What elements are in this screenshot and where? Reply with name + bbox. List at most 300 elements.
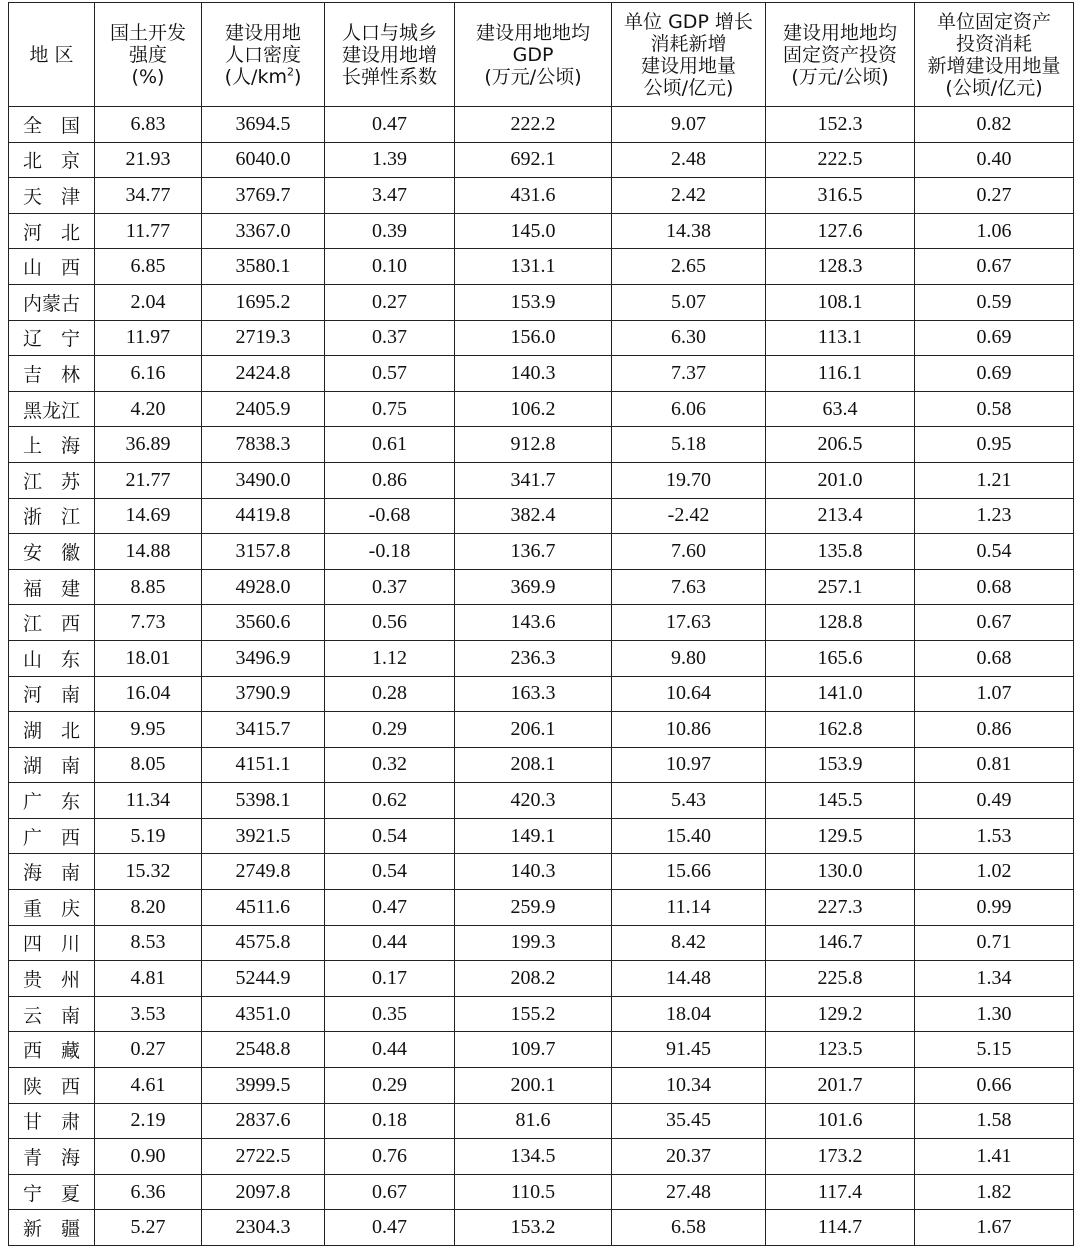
value-cell: 36.89 xyxy=(95,427,202,463)
value-cell: 8.20 xyxy=(95,890,202,926)
value-cell: 222.2 xyxy=(455,107,612,143)
value-cell: 3694.5 xyxy=(202,107,325,143)
value-cell: 0.54 xyxy=(325,818,455,854)
value-cell: 222.5 xyxy=(766,142,915,178)
value-cell: 0.90 xyxy=(95,1139,202,1175)
value-cell: 0.68 xyxy=(915,569,1074,605)
region-cell: 安 徽 xyxy=(9,534,95,570)
value-cell: 127.6 xyxy=(766,213,915,249)
value-cell: 2719.3 xyxy=(202,320,325,356)
value-cell: 0.58 xyxy=(915,391,1074,427)
value-cell: 0.62 xyxy=(325,783,455,819)
value-cell: -0.68 xyxy=(325,498,455,534)
region-cell: 宁 夏 xyxy=(9,1174,95,1210)
value-cell: 225.8 xyxy=(766,961,915,997)
region-cell: 江 西 xyxy=(9,605,95,641)
region-cell: 吉 林 xyxy=(9,356,95,392)
value-cell: 5.15 xyxy=(915,1032,1074,1068)
value-cell: 3.47 xyxy=(325,178,455,214)
value-cell: 5244.9 xyxy=(202,961,325,997)
value-cell: 206.5 xyxy=(766,427,915,463)
value-cell: 6.36 xyxy=(95,1174,202,1210)
table-row xyxy=(9,356,1074,392)
value-cell: 11.14 xyxy=(612,890,766,926)
value-cell: 259.9 xyxy=(455,890,612,926)
value-cell: 692.1 xyxy=(455,142,612,178)
region-cell: 河 南 xyxy=(9,676,95,712)
value-cell: 5.43 xyxy=(612,783,766,819)
value-cell: 341.7 xyxy=(455,462,612,498)
data-table xyxy=(8,2,1074,1246)
value-cell: 0.27 xyxy=(95,1032,202,1068)
column-header-5 xyxy=(612,3,766,107)
table-row xyxy=(9,890,1074,926)
value-cell: 7.63 xyxy=(612,569,766,605)
value-cell: 0.95 xyxy=(915,427,1074,463)
value-cell: 15.40 xyxy=(612,818,766,854)
value-cell: 8.42 xyxy=(612,925,766,961)
region-cell: 西 藏 xyxy=(9,1032,95,1068)
column-header-line: 建设用地地均 xyxy=(782,21,897,44)
value-cell: 156.0 xyxy=(455,320,612,356)
value-cell: 129.2 xyxy=(766,996,915,1032)
value-cell: 4928.0 xyxy=(202,569,325,605)
value-cell: 34.77 xyxy=(95,178,202,214)
value-cell: 14.88 xyxy=(95,534,202,570)
column-header-line: 投资消耗 xyxy=(955,32,1032,55)
column-header-line: 建设用地 xyxy=(224,21,301,44)
column-header-line: 新增建设用地量 xyxy=(927,54,1061,77)
column-header-line: 人口与城乡 xyxy=(341,21,437,44)
value-cell: 130.0 xyxy=(766,854,915,890)
value-cell: 0.68 xyxy=(915,640,1074,676)
value-cell: 1.82 xyxy=(915,1174,1074,1210)
region-cell: 辽 宁 xyxy=(9,320,95,356)
value-cell: 17.63 xyxy=(612,605,766,641)
value-cell: 81.6 xyxy=(455,1103,612,1139)
value-cell: 5.19 xyxy=(95,818,202,854)
value-cell: 201.0 xyxy=(766,462,915,498)
table-row xyxy=(9,676,1074,712)
value-cell: 10.86 xyxy=(612,712,766,748)
value-cell: 0.54 xyxy=(915,534,1074,570)
table-row xyxy=(9,284,1074,320)
value-cell: 2097.8 xyxy=(202,1174,325,1210)
region-cell: 福 建 xyxy=(9,569,95,605)
column-header-0 xyxy=(9,3,95,107)
value-cell: 0.59 xyxy=(915,284,1074,320)
value-cell: 0.37 xyxy=(325,320,455,356)
header-row xyxy=(9,3,1074,107)
column-header-line: 建设用地地均 xyxy=(475,21,590,44)
value-cell: 0.40 xyxy=(915,142,1074,178)
table-row xyxy=(9,320,1074,356)
value-cell: 0.27 xyxy=(325,284,455,320)
value-cell: 7.73 xyxy=(95,605,202,641)
column-header-2 xyxy=(202,3,325,107)
value-cell: 0.44 xyxy=(325,925,455,961)
value-cell: 129.5 xyxy=(766,818,915,854)
value-cell: 4419.8 xyxy=(202,498,325,534)
value-cell: 1.53 xyxy=(915,818,1074,854)
value-cell: 1.39 xyxy=(325,142,455,178)
value-cell: 0.61 xyxy=(325,427,455,463)
table-row xyxy=(9,961,1074,997)
value-cell: 0.99 xyxy=(915,890,1074,926)
region-cell: 青 海 xyxy=(9,1139,95,1175)
region-cell: 内蒙古 xyxy=(9,284,95,320)
region-cell: 湖 北 xyxy=(9,712,95,748)
value-cell: 15.66 xyxy=(612,854,766,890)
value-cell: 145.5 xyxy=(766,783,915,819)
value-cell: 3496.9 xyxy=(202,640,325,676)
value-cell: 6.30 xyxy=(612,320,766,356)
value-cell: 208.2 xyxy=(455,961,612,997)
value-cell: 11.34 xyxy=(95,783,202,819)
region-cell: 陕 西 xyxy=(9,1068,95,1104)
value-cell: 3.53 xyxy=(95,996,202,1032)
value-cell: 5.18 xyxy=(612,427,766,463)
table-header xyxy=(9,3,1074,107)
value-cell: 149.1 xyxy=(455,818,612,854)
value-cell: 131.1 xyxy=(455,249,612,285)
value-cell: 116.1 xyxy=(766,356,915,392)
value-cell: 0.32 xyxy=(325,747,455,783)
value-cell: 2749.8 xyxy=(202,854,325,890)
value-cell: 2548.8 xyxy=(202,1032,325,1068)
column-header-line: GDP xyxy=(512,43,554,66)
value-cell: 128.8 xyxy=(766,605,915,641)
value-cell: 3790.9 xyxy=(202,676,325,712)
value-cell: 1.12 xyxy=(325,640,455,676)
column-header-line: 建设用地量 xyxy=(640,54,736,77)
value-cell: 3367.0 xyxy=(202,213,325,249)
table-row xyxy=(9,640,1074,676)
value-cell: 2722.5 xyxy=(202,1139,325,1175)
region-cell: 山 西 xyxy=(9,249,95,285)
value-cell: 1.02 xyxy=(915,854,1074,890)
value-cell: 143.6 xyxy=(455,605,612,641)
value-cell: 0.81 xyxy=(915,747,1074,783)
value-cell: 1.07 xyxy=(915,676,1074,712)
value-cell: 14.38 xyxy=(612,213,766,249)
value-cell: 3157.8 xyxy=(202,534,325,570)
value-cell: 11.97 xyxy=(95,320,202,356)
value-cell: 0.28 xyxy=(325,676,455,712)
region-cell: 江 苏 xyxy=(9,462,95,498)
value-cell: 0.76 xyxy=(325,1139,455,1175)
value-cell: 0.49 xyxy=(915,783,1074,819)
value-cell: 7.37 xyxy=(612,356,766,392)
table-row xyxy=(9,712,1074,748)
table-row xyxy=(9,854,1074,890)
column-header-line: (人$/km^2$) xyxy=(224,65,302,88)
land-use-indicators-table xyxy=(8,2,1073,1246)
value-cell: 2.42 xyxy=(612,178,766,214)
value-cell: 3415.7 xyxy=(202,712,325,748)
value-cell: 2837.6 xyxy=(202,1103,325,1139)
column-header-4 xyxy=(455,3,612,107)
value-cell: 6.85 xyxy=(95,249,202,285)
value-cell: 11.77 xyxy=(95,213,202,249)
value-cell: 114.7 xyxy=(766,1210,915,1246)
value-cell: 201.7 xyxy=(766,1068,915,1104)
value-cell: 1.21 xyxy=(915,462,1074,498)
value-cell: 0.27 xyxy=(915,178,1074,214)
value-cell: 206.1 xyxy=(455,712,612,748)
value-cell: 4575.8 xyxy=(202,925,325,961)
column-header-line: 地 区 xyxy=(29,43,74,66)
value-cell: 0.29 xyxy=(325,1068,455,1104)
value-cell: 382.4 xyxy=(455,498,612,534)
column-header-line: 消耗新增 xyxy=(650,32,727,55)
table-row xyxy=(9,107,1074,143)
value-cell: 0.44 xyxy=(325,1032,455,1068)
value-cell: 912.8 xyxy=(455,427,612,463)
value-cell: 0.54 xyxy=(325,854,455,890)
region-cell: 四 川 xyxy=(9,925,95,961)
region-cell: 重 庆 xyxy=(9,890,95,926)
value-cell: 2.48 xyxy=(612,142,766,178)
value-cell: 128.3 xyxy=(766,249,915,285)
column-header-line: 长弹性系数 xyxy=(341,65,437,88)
table-row xyxy=(9,1103,1074,1139)
value-cell: 3560.6 xyxy=(202,605,325,641)
value-cell: 163.3 xyxy=(455,676,612,712)
column-header-1 xyxy=(95,3,202,107)
region-cell: 海 南 xyxy=(9,854,95,890)
region-cell: 全 国 xyxy=(9,107,95,143)
value-cell: 16.04 xyxy=(95,676,202,712)
column-header-line: 强度 xyxy=(128,43,167,66)
value-cell: 173.2 xyxy=(766,1139,915,1175)
value-cell: 4151.1 xyxy=(202,747,325,783)
value-cell: 0.29 xyxy=(325,712,455,748)
region-cell: 广 西 xyxy=(9,818,95,854)
value-cell: 0.37 xyxy=(325,569,455,605)
value-cell: 0.86 xyxy=(325,462,455,498)
region-cell: 贵 州 xyxy=(9,961,95,997)
value-cell: 0.35 xyxy=(325,996,455,1032)
value-cell: 316.5 xyxy=(766,178,915,214)
value-cell: 1695.2 xyxy=(202,284,325,320)
region-cell: 新 疆 xyxy=(9,1210,95,1246)
value-cell: 1.41 xyxy=(915,1139,1074,1175)
value-cell: 153.2 xyxy=(455,1210,612,1246)
value-cell: 1.58 xyxy=(915,1103,1074,1139)
value-cell: 134.5 xyxy=(455,1139,612,1175)
table-row xyxy=(9,427,1074,463)
column-header-7 xyxy=(915,3,1074,107)
table-row xyxy=(9,391,1074,427)
value-cell: 2424.8 xyxy=(202,356,325,392)
value-cell: 27.48 xyxy=(612,1174,766,1210)
table-row xyxy=(9,1174,1074,1210)
table-row xyxy=(9,996,1074,1032)
column-header-3 xyxy=(325,3,455,107)
value-cell: 3769.7 xyxy=(202,178,325,214)
value-cell: 109.7 xyxy=(455,1032,612,1068)
value-cell: 8.85 xyxy=(95,569,202,605)
value-cell: 7.60 xyxy=(612,534,766,570)
value-cell: 1.06 xyxy=(915,213,1074,249)
column-header-line: 建设用地增 xyxy=(341,43,437,66)
value-cell: 2.65 xyxy=(612,249,766,285)
value-cell: 3921.5 xyxy=(202,818,325,854)
value-cell: 227.3 xyxy=(766,890,915,926)
value-cell: 0.47 xyxy=(325,1210,455,1246)
table-row xyxy=(9,498,1074,534)
value-cell: 165.6 xyxy=(766,640,915,676)
value-cell: 369.9 xyxy=(455,569,612,605)
value-cell: 8.53 xyxy=(95,925,202,961)
region-cell: 天 津 xyxy=(9,178,95,214)
region-cell: 广 东 xyxy=(9,783,95,819)
value-cell: 257.1 xyxy=(766,569,915,605)
value-cell: 3999.5 xyxy=(202,1068,325,1104)
value-cell: 145.0 xyxy=(455,213,612,249)
value-cell: 63.4 xyxy=(766,391,915,427)
table-body xyxy=(9,107,1074,1246)
value-cell: 4.61 xyxy=(95,1068,202,1104)
value-cell: 140.3 xyxy=(455,854,612,890)
value-cell: 200.1 xyxy=(455,1068,612,1104)
value-cell: 110.5 xyxy=(455,1174,612,1210)
value-cell: 8.05 xyxy=(95,747,202,783)
value-cell: 213.4 xyxy=(766,498,915,534)
value-cell: 0.82 xyxy=(915,107,1074,143)
value-cell: 117.4 xyxy=(766,1174,915,1210)
value-cell: 91.45 xyxy=(612,1032,766,1068)
region-cell: 上 海 xyxy=(9,427,95,463)
value-cell: 18.01 xyxy=(95,640,202,676)
value-cell: 140.3 xyxy=(455,356,612,392)
value-cell: 7838.3 xyxy=(202,427,325,463)
region-cell: 北 京 xyxy=(9,142,95,178)
value-cell: 146.7 xyxy=(766,925,915,961)
value-cell: 236.3 xyxy=(455,640,612,676)
table-row xyxy=(9,142,1074,178)
value-cell: 6.06 xyxy=(612,391,766,427)
column-header-line: 单位 GDP 增长 xyxy=(624,10,753,33)
value-cell: 18.04 xyxy=(612,996,766,1032)
value-cell: 0.71 xyxy=(915,925,1074,961)
column-header-line: 公顷/亿元) xyxy=(643,76,734,99)
value-cell: 155.2 xyxy=(455,996,612,1032)
value-cell: 0.18 xyxy=(325,1103,455,1139)
value-cell: -2.42 xyxy=(612,498,766,534)
value-cell: 0.67 xyxy=(915,605,1074,641)
value-cell: 15.32 xyxy=(95,854,202,890)
value-cell: 0.75 xyxy=(325,391,455,427)
column-header-line: 单位固定资产 xyxy=(936,10,1051,33)
region-cell: 山 东 xyxy=(9,640,95,676)
value-cell: 141.0 xyxy=(766,676,915,712)
table-row xyxy=(9,178,1074,214)
value-cell: 6.16 xyxy=(95,356,202,392)
table-row xyxy=(9,534,1074,570)
region-cell: 云 南 xyxy=(9,996,95,1032)
column-header-line: 国土开发 xyxy=(109,21,186,44)
value-cell: 153.9 xyxy=(455,284,612,320)
table-row xyxy=(9,605,1074,641)
table-row xyxy=(9,1139,1074,1175)
region-cell: 河 北 xyxy=(9,213,95,249)
value-cell: 1.67 xyxy=(915,1210,1074,1246)
value-cell: -0.18 xyxy=(325,534,455,570)
column-header-line: (%) xyxy=(131,65,165,88)
value-cell: 106.2 xyxy=(455,391,612,427)
value-cell: 5.07 xyxy=(612,284,766,320)
value-cell: 0.86 xyxy=(915,712,1074,748)
column-header-line: 人口密度 xyxy=(224,43,301,66)
table-row xyxy=(9,1210,1074,1246)
value-cell: 431.6 xyxy=(455,178,612,214)
table-row xyxy=(9,783,1074,819)
value-cell: 4.20 xyxy=(95,391,202,427)
value-cell: 0.69 xyxy=(915,356,1074,392)
region-cell: 甘 肃 xyxy=(9,1103,95,1139)
value-cell: 4511.6 xyxy=(202,890,325,926)
value-cell: 152.3 xyxy=(766,107,915,143)
value-cell: 9.07 xyxy=(612,107,766,143)
value-cell: 6.83 xyxy=(95,107,202,143)
value-cell: 208.1 xyxy=(455,747,612,783)
value-cell: 0.67 xyxy=(915,249,1074,285)
value-cell: 14.48 xyxy=(612,961,766,997)
region-cell: 湖 南 xyxy=(9,747,95,783)
value-cell: 19.70 xyxy=(612,462,766,498)
value-cell: 0.47 xyxy=(325,890,455,926)
value-cell: 1.23 xyxy=(915,498,1074,534)
value-cell: 6040.0 xyxy=(202,142,325,178)
region-cell: 浙 江 xyxy=(9,498,95,534)
value-cell: 20.37 xyxy=(612,1139,766,1175)
value-cell: 162.8 xyxy=(766,712,915,748)
value-cell: 153.9 xyxy=(766,747,915,783)
table-row xyxy=(9,925,1074,961)
column-header-line: (万元/公顷) xyxy=(791,65,889,88)
value-cell: 2.04 xyxy=(95,284,202,320)
value-cell: 14.69 xyxy=(95,498,202,534)
value-cell: 135.8 xyxy=(766,534,915,570)
value-cell: 5.27 xyxy=(95,1210,202,1246)
table-row xyxy=(9,747,1074,783)
value-cell: 101.6 xyxy=(766,1103,915,1139)
value-cell: 35.45 xyxy=(612,1103,766,1139)
value-cell: 6.58 xyxy=(612,1210,766,1246)
value-cell: 108.1 xyxy=(766,284,915,320)
value-cell: 5398.1 xyxy=(202,783,325,819)
value-cell: 113.1 xyxy=(766,320,915,356)
column-header-line: (万元/公顷) xyxy=(484,65,582,88)
value-cell: 10.97 xyxy=(612,747,766,783)
value-cell: 21.93 xyxy=(95,142,202,178)
value-cell: 1.30 xyxy=(915,996,1074,1032)
value-cell: 420.3 xyxy=(455,783,612,819)
value-cell: 0.69 xyxy=(915,320,1074,356)
region-cell: 黑龙江 xyxy=(9,391,95,427)
value-cell: 10.64 xyxy=(612,676,766,712)
value-cell: 199.3 xyxy=(455,925,612,961)
table-row xyxy=(9,569,1074,605)
table-row xyxy=(9,462,1074,498)
value-cell: 0.57 xyxy=(325,356,455,392)
value-cell: 3580.1 xyxy=(202,249,325,285)
value-cell: 136.7 xyxy=(455,534,612,570)
value-cell: 3490.0 xyxy=(202,462,325,498)
column-header-6 xyxy=(766,3,915,107)
